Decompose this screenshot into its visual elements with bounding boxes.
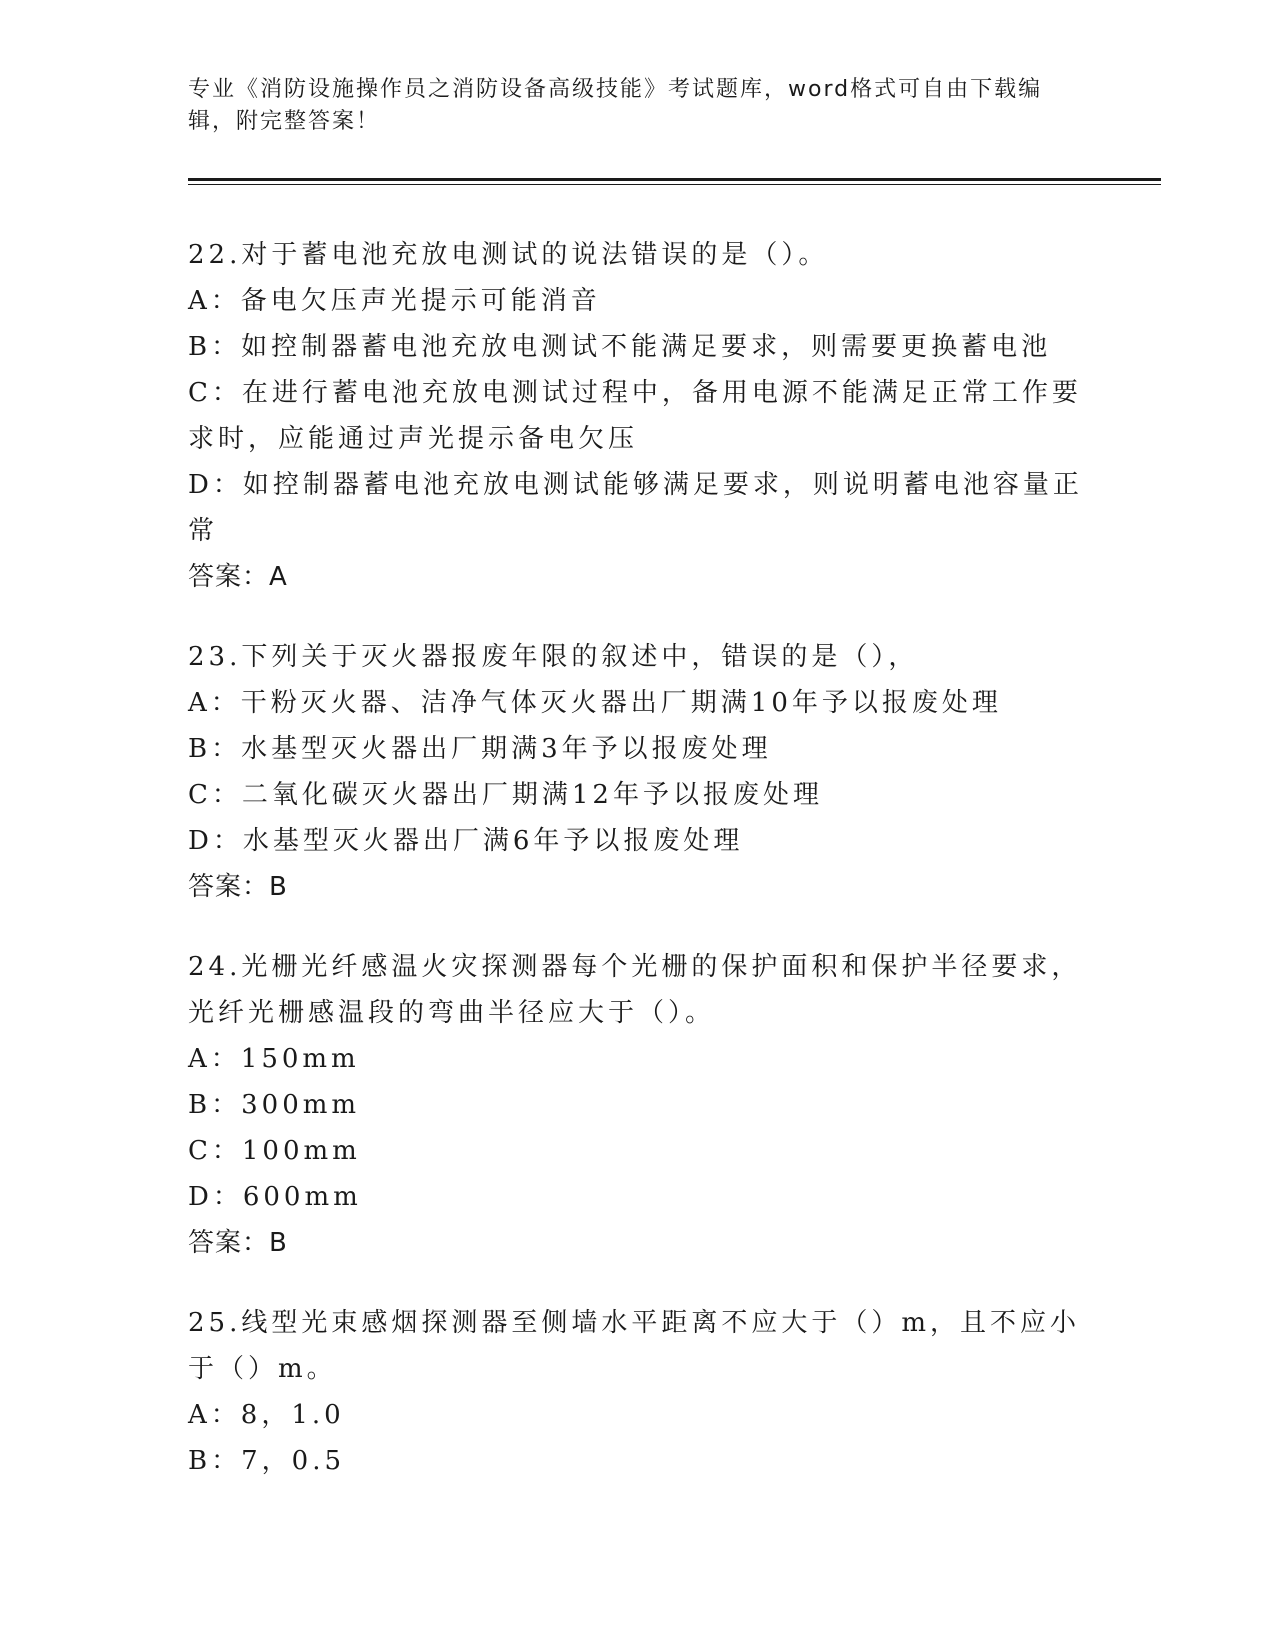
option-d: D：水基型灭火器出厂满6年予以报废处理	[188, 826, 744, 856]
option-d: D：如控制器蓄电池充放电测试能够满足要求，则说明蓄电池容量正常	[188, 470, 1083, 546]
header-divider-thick	[188, 178, 1161, 181]
option-a: A：8，1.0	[188, 1400, 345, 1430]
document-header: 专业《消防设施操作员之消防设备高级技能》考试题库，word格式可自由下载编辑，附完整答案！	[188, 77, 1043, 134]
option-a: A：150mm	[188, 1044, 360, 1074]
header-divider-thin	[188, 184, 1161, 185]
option-c: C：在进行蓄电池充放电测试过程中，备用电源不能满足正常工作要求时，应能通过声光提示备电欠压	[188, 378, 1082, 454]
option-c: C：二氧化碳灭火器出厂期满12年予以报废处理	[188, 780, 823, 810]
answer: 答案：A	[188, 562, 288, 592]
question-stem: 25.线型光束感烟探测器至侧墙水平距离不应大于（）m，且不应小于（）m。	[188, 1308, 1081, 1384]
question-24	[188, 944, 1088, 1266]
answer: 答案：B	[188, 872, 288, 902]
option-b: B：水基型灭火器出厂期满3年予以报废处理	[188, 734, 772, 764]
option-d: D：600mm	[188, 1182, 362, 1212]
question-list	[188, 232, 1088, 1518]
question-stem: 24.光栅光纤感温火灾探测器每个光栅的保护面积和保护半径要求，光纤光栅感温段的弯曲半径应大于（）。	[188, 952, 1082, 1028]
question-22	[188, 232, 1088, 600]
question-stem: 22.对于蓄电池充放电测试的说法错误的是（）。	[188, 240, 829, 270]
option-c: C：100mm	[188, 1136, 361, 1166]
option-b: B：如控制器蓄电池充放电测试不能满足要求，则需要更换蓄电池	[188, 332, 1052, 362]
option-b: B：300mm	[188, 1090, 361, 1120]
question-stem: 23.下列关于灭火器报废年限的叙述中，错误的是（），	[188, 642, 919, 672]
answer: 答案：B	[188, 1228, 288, 1258]
option-a: A：备电欠压声光提示可能消音	[188, 286, 601, 316]
option-a: A：干粉灭火器、洁净气体灭火器出厂期满10年予以报废处理	[188, 688, 1002, 718]
question-23	[188, 634, 1088, 910]
option-b: B：7，0.5	[188, 1446, 345, 1476]
question-25	[188, 1300, 1088, 1484]
